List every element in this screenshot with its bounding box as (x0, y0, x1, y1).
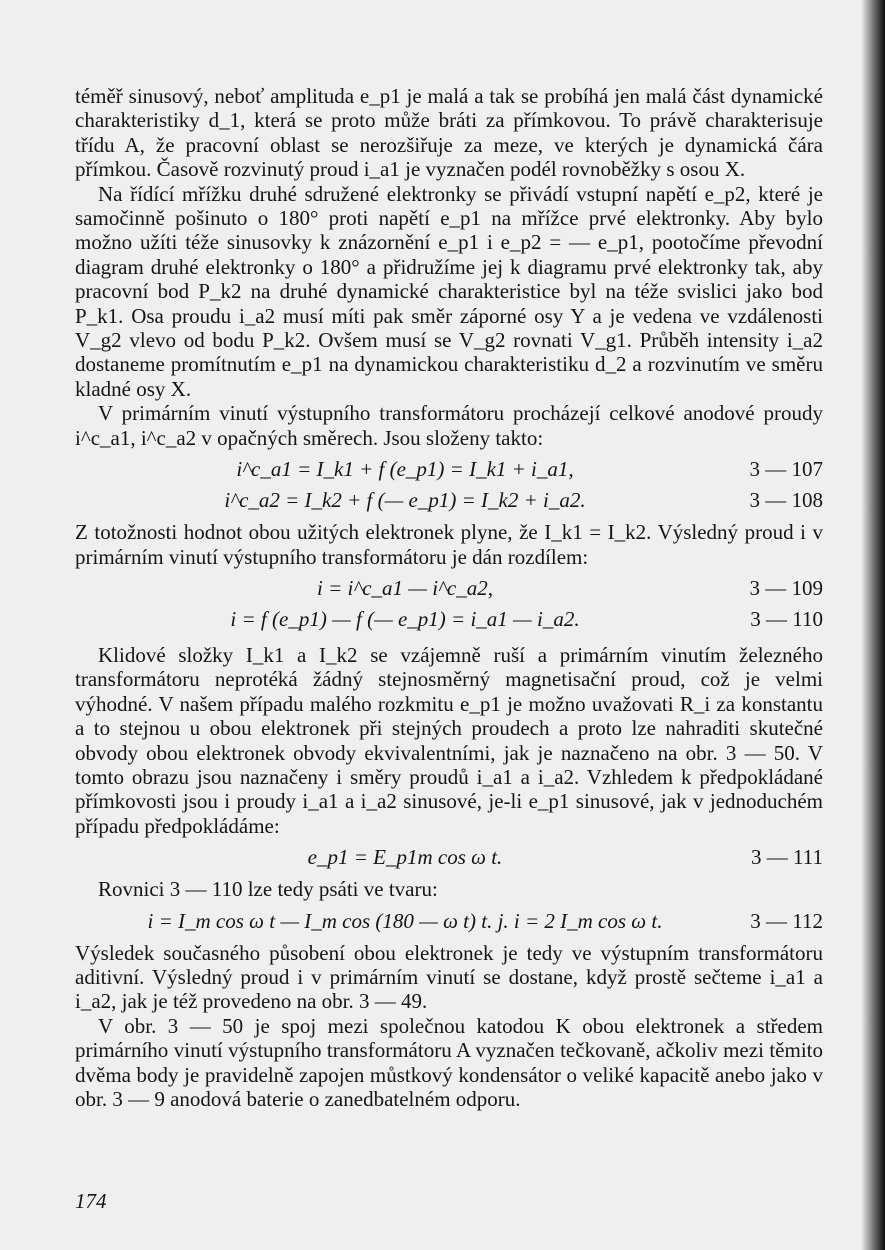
paragraph: Klidové složky I_k1 a I_k2 se vzájemně ruší a primárním vinutím železného transformátoru neprotéká žádný stejnosměrný magnetisační proud, což je velmi výhodné. V našem případu malého rozkmitu e_p1 je možno uvažovati R_i za konstantu a to stejnou u obou elektronek při stejných proudech a proto lze nahraditi skutečné obvody obou elektronek obvody ekvivalentními, jak je naznačeno na obr. 3 — 50. V tomto obrazu jsou naznačeny i směry proudů i_a1 a i_a2. Vzhledem k předpokládané přímkovosti jsou i proudy i_a1 a i_a2 sinusové, je-li e_p1 sinusové, jak v jednoduchém případu předpokládáme: (75, 642, 823, 838)
equation-number: 3 — 112 (750, 908, 823, 933)
paragraph: téměř sinusový, neboť amplituda e_p1 je malá a tak se probíhá jen malá část dynamické charakteristiky d_1, která se proto může bráti za přímkovou. To právě charakterisuje třídu A, že pracovní oblast se nerozšiřuje za meze, ve kterých je dynamická čára přímkou. Časově rozvinutý proud i_a1 je vyznačen podél rovnoběžky s osou X. (75, 84, 823, 182)
equation-expression: i = I_m cos ω t — I_m cos (180 — ω t) t. j. i = 2 I_m cos ω t. (147, 908, 663, 933)
equation-3-108 (75, 485, 823, 516)
paragraph: Z totožnosti hodnot obou užitých elektronek plyne, že I_k1 = I_k2. Výsledný proud i v primárním vinutí výstupního transformátoru je dán rozdílem: (75, 520, 823, 569)
equation-number: 3 — 107 (749, 457, 823, 482)
paragraph: Výsledek současného působení obou elektronek je tedy ve výstupním transformátoru aditivní. Výsledný proud i v primárním vinutí se dostane, když prostě sečteme i_a1 a i_a2, jak je též provedeno na obr. 3 — 49. (75, 940, 823, 1014)
equation-expression: i = i^c_a1 — i^c_a2, (317, 575, 493, 600)
paragraph: V primárním vinutí výstupního transformátoru procházejí celkové anodové proudy i^c_a1, i^c_a2 v opačných směrech. Jsou složeny takto: (75, 401, 823, 450)
equation-expression: e_p1 = E_p1m cos ω t. (307, 845, 503, 870)
equation-3-111 (75, 842, 823, 873)
page-number: 174 (75, 1189, 107, 1213)
equation-number: 3 — 109 (749, 575, 823, 600)
paragraph: V obr. 3 — 50 je spoj mezi společnou katodou K obou elektronek a středem primárního vinutí výstupního transformátoru A vyznačen tečkovaně, ačkoliv mezi těmito dvěma body je pravidelně zapojen můstkový kondensátor o veliké kapacitě anebo jako v obr. 3 — 9 anodová baterie o zanedbatelném odporu. (75, 1013, 823, 1111)
equation-number: 3 — 111 (751, 845, 823, 870)
equation-3-112 (75, 906, 823, 937)
page-body (75, 84, 823, 1111)
equation-number: 3 — 108 (749, 488, 823, 513)
equation-number: 3 — 110 (750, 606, 823, 631)
equation-3-110 (75, 604, 823, 635)
equation-3-109 (75, 573, 823, 604)
equation-expression: i^c_a2 = I_k2 + f (— e_p1) = I_k2 + i_a2. (224, 488, 586, 513)
equation-expression: i^c_a1 = I_k1 + f (e_p1) = I_k1 + i_a1, (236, 457, 574, 482)
equation-expression: i = f (e_p1) — f (— e_p1) = i_a1 — i_a2. (230, 606, 580, 631)
paragraph: Rovnici 3 — 110 lze tedy psáti ve tvaru: (98, 877, 438, 902)
paragraph: Na řídící mřížku druhé sdružené elektronky se přivádí vstupní napětí e_p2, které je samočinně pošinuto o 180° proti napětí e_p1 na mřížce prvé elektronky. Aby bylo možno užíti téže sinusovky k znázornění e_p1 i e_p2 = — e_p1, pootočíme převodní diagram druhé elektronky o 180° a přidružíme jej k diagramu prvé elektronky tak, aby pracovní bod P_k2 na druhé dynamické charakteristice byl na téže svislici jako bod P_k1. Osa proudu i_a2 musí míti pak směr záporné osy Y a je vedena ve vzdálenosti V_g2 vlevo od bodu P_k2. Ovšem musí se V_g2 rovnati V_g1. Průběh intensity i_a2 dostaneme promítnutím e_p1 na dynamickou charakteristiku d_2 a rozvinutím ve směru kladné osy X. (75, 181, 823, 401)
equation-3-107 (75, 454, 823, 485)
scan-edge-shadow (861, 0, 885, 1250)
